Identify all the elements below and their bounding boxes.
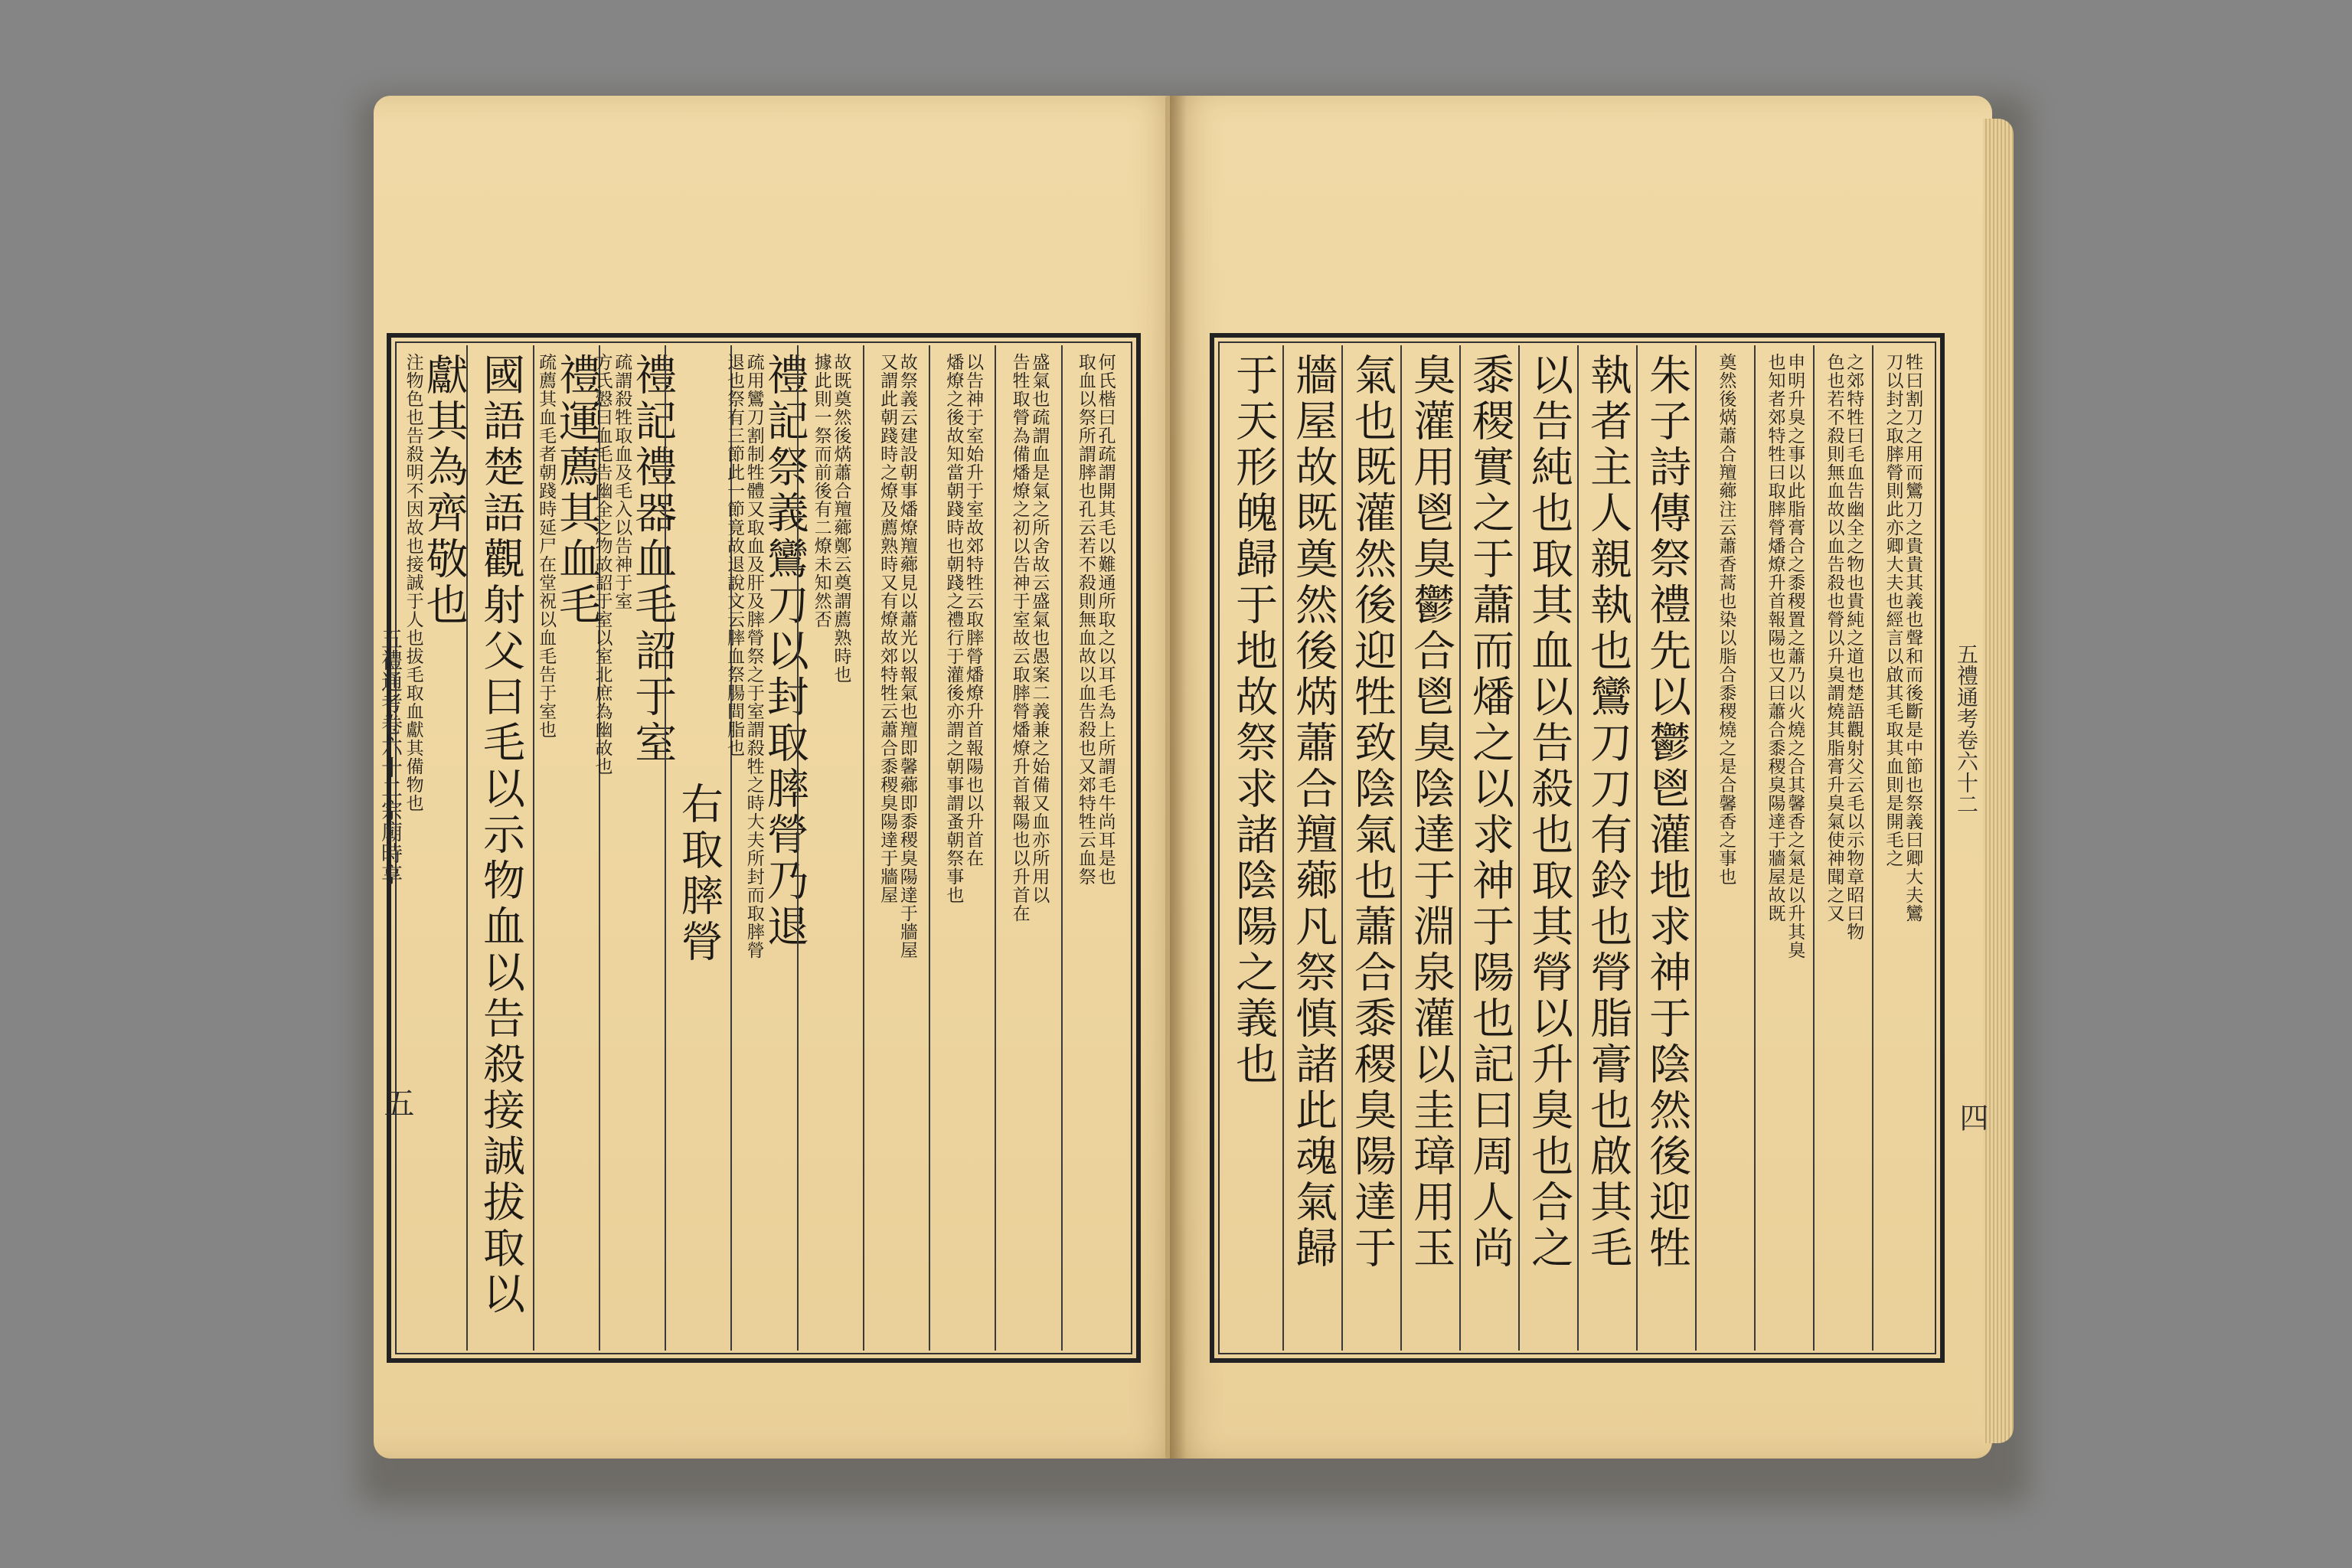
left-page-column [995,345,1060,1351]
book-gutter [1170,96,1187,1459]
right-page-column [1695,345,1754,1351]
main-text: 禮記祭義鸞刀以封取膟膋乃退 [760,353,809,950]
annotation-text: 申明升臭之事以此脂膏合之黍稷置之蕭乃以火燒之合其馨香之氣是以升其臭 [1785,353,1805,959]
right-text-frame [1210,333,1945,1363]
right-page-column [1282,345,1341,1351]
right-page-column [1518,345,1577,1351]
annotation-text: 退也祭有三節此一節竟故退說文云膟血祭腸間脂也 [724,353,745,757]
annotation-text: 方氏慤曰血毛告幽全之物故詔于室以室北庶為幽故也 [592,353,612,776]
annotation-text: 盛氣也疏謂血是氣之所舍故云盛氣也愚案二義兼之始備又血亦所用以 [1029,353,1050,904]
right-page-column [1754,345,1813,1351]
left-page-number: 五 [379,1087,414,1118]
right-text-columns [1223,345,1931,1351]
left-page-column [665,345,730,1351]
annotation-text: 以告神于室始升于室故郊特牲云取膟膋燔燎升首報陽也以升首在 [963,353,984,867]
annotation-text: 牲曰割刀之用而鸞刀之貴貴其義也聲和而後斷是中節也祭義曰卿大夫鸞 [1903,353,1923,923]
right-page-column [1872,345,1931,1351]
main-text: 以告純也取其血以告殺也取其膋以升臭也合之 [1524,353,1574,1272]
annotation-text: 據此則一祭而前後有二燎未知然否 [811,353,831,629]
annotation-text: 刀以封之取膟膋則此亦卿大夫也經言以啟其毛取其血則是開毛之 [1883,353,1903,867]
annotation-text: 取血以祭所謂膟也孔云若不殺則無血故以血告殺也又郊特牲云血祭 [1075,353,1096,886]
main-text: 禮記禮器血毛詔于室 [628,353,678,766]
annotation-text: 注物色也告殺明不因故也接誠于人也拔毛取血獻其備物也 [403,353,423,812]
left-page-column [400,345,469,1351]
annotation-text: 何氏楷曰孔疏謂開其毛以難通所取之以耳毛為上所謂毛牛尚耳是也 [1095,353,1116,886]
left-page-column [466,345,532,1351]
main-text: 牆屋故既奠然後焫蕭合羶薌凡祭慎諸此魂氣歸 [1289,353,1338,1272]
right-page-column [1341,345,1400,1351]
main-text: 國語楚語觀射父曰毛以示物血以告殺接誠拔取以 [475,353,525,1318]
section-note: 右取膟膋 [674,782,724,965]
annotation-text: 故既奠然後焫蕭合羶薌鄭云奠謂薦熟時也 [831,353,851,684]
left-page-column [1061,345,1127,1351]
left-page-column [929,345,995,1351]
right-page-column [1636,345,1695,1351]
right-page-number: 四 [1955,1102,1988,1132]
right-page-column [1577,345,1636,1351]
annotation-text: 燔燎之後故知當朝踐時也朝踐之禮行于灌後亦謂之朝事謂蚤朝祭事也 [943,353,964,904]
annotation-text: 又謂此朝踐時之燎及薦熟時又有燎故郊特牲云蕭合黍稷臭陽達于牆屋 [877,353,898,904]
main-text: 氣也既灌然後迎牲致陰氣也蕭合黍稷臭陽達于 [1348,353,1397,1272]
main-text: 臭灌用鬯臭鬱合鬯臭陰達于淵泉灌以圭璋用玉 [1406,353,1456,1272]
annotation-text: 告牲取膋為備燔燎之初以告神于室故云取膟膋燔燎升首報陽也以升首在 [1009,353,1030,923]
annotation-text: 也知者郊特牲曰取膟膋燔燎升首報陽也又曰蕭合黍稷臭陽達于牆屋故既 [1765,353,1785,923]
annotation-text: 奠然後焫蕭合羶薌注云蕭香蒿也染以脂合黍稷燒之是合馨香之事也 [1716,353,1736,886]
right-page-column [1400,345,1459,1351]
right-page-column [1459,345,1518,1351]
main-text: 于天形魄歸于地故祭求諸陰陽之義也 [1229,353,1279,1088]
right-margin-label: 五禮通考卷六十二 [1954,643,1979,815]
annotation-text: 疏謂殺牲取血及毛入以告神于室 [612,353,632,610]
left-margin-label: 五禮通考卷六十二宗廟時享 [378,628,403,885]
annotation-text: 疏薦其血毛者朝踐時延尸在堂祝以血毛告于室也 [536,353,557,739]
right-page-column [1223,345,1282,1351]
main-text: 黍稷實之于蕭而燔之以求神于陽也記曰周人尚 [1465,353,1515,1272]
left-text-frame [387,333,1141,1363]
annotation-text: 色也若不殺則無血故以血告殺也膋以升臭謂燒其脂膏升臭氣使神聞之又 [1824,353,1844,923]
left-page-column [724,345,809,1351]
page-edges [1983,119,2014,1443]
main-text: 執者主人親執也鸞刀刀有鈴也膋脂膏也啟其毛 [1583,353,1633,1272]
annotation-text: 疏用鸞刀割制牲體又取血及肝及膟膋祭之于室謂殺牲之時大夫所封而取膟膋 [743,353,764,959]
annotation-text: 故祭義云建設朝事燔燎羶薌見以蕭光以報氣也羶即馨薌即黍稷臭陽達于牆屋 [897,353,917,959]
main-text: 朱子詩傳祭禮先以鬱鬯灌地求神于陰然後迎牲 [1642,353,1692,1272]
left-page-column [797,345,863,1351]
left-page-column [863,345,929,1351]
main-text: 禮運薦其血毛 [552,353,602,629]
right-page-column [1813,345,1872,1351]
annotation-text: 之郊特牲曰毛血告幽全之物也貴純之道也楚語觀射父云毛以示物章昭曰物 [1844,353,1864,941]
main-text: 獻其為齊敬也 [419,353,469,629]
left-page-column [592,345,678,1351]
left-text-columns [400,345,1127,1351]
